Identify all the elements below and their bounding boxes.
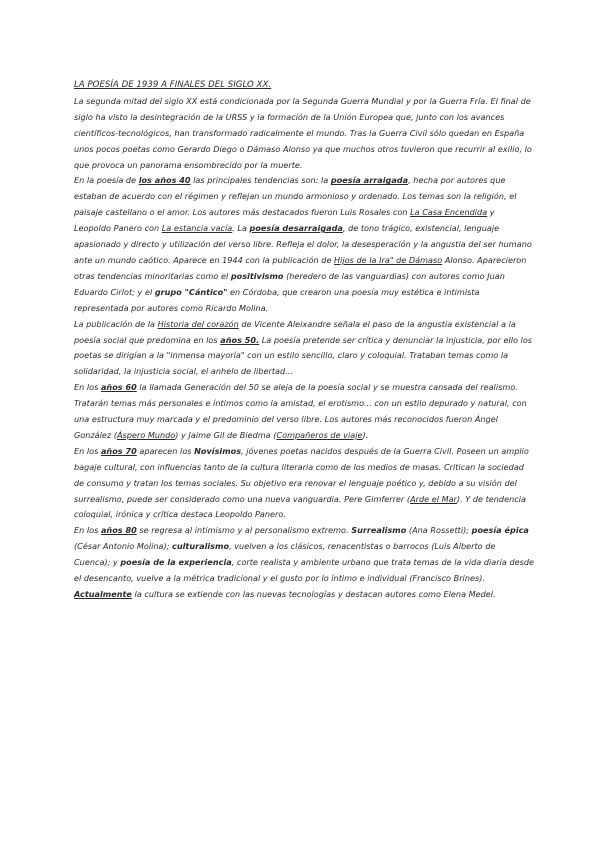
- text: en Córdoba, que crearon una poesía muy estética e intimista representada por autores como Ricardo Molina.: [74, 286, 480, 313]
- work-title: Hijos de la Ira" de Dámaso: [334, 254, 443, 265]
- text: (Ana Rossetti);: [406, 525, 472, 536]
- keyword-poesia-arraigada: poesía arraigada: [330, 175, 409, 186]
- text: se regresa al intimismo y al personalismo extremo.: [136, 525, 352, 536]
- text: (César Antonio Molina);: [74, 541, 173, 552]
- text: ).: [362, 429, 369, 440]
- text: , vuelven a los clásicos, renacentistas o barrocos (Luis Alberto de Cuenca); y: [74, 541, 496, 568]
- text: (heredero de las vanguardias) con autores como Juan Eduardo Cirlot; y el: [74, 270, 505, 297]
- text: aparecen los: [136, 445, 195, 456]
- keyword-culturalismo: culturalismo: [172, 541, 230, 552]
- page-title: LA POESÍA DE 1939 A FINALES DEL SIGLO XX.: [74, 80, 272, 90]
- keyword-poesia-experiencia: poesía de la experiencia: [120, 557, 232, 568]
- work-title: La estancia vacía: [161, 223, 233, 234]
- work-title: Compañeros de viaje: [276, 429, 363, 440]
- text: En los: [74, 525, 101, 536]
- paragraph-80s: [74, 523, 534, 587]
- paragraph-50s: [74, 317, 534, 381]
- keyword-surrealismo: Surrealismo: [351, 525, 407, 536]
- text: ). Y de tendencia coloquial, irónica y crítica destaca Leopoldo Panero.: [74, 493, 526, 520]
- document-body: [74, 78, 534, 603]
- work-title: Arde el Mar: [410, 493, 457, 504]
- paragraph-70s: [74, 444, 534, 524]
- text: La poesía pretende ser crítica y denunciar la injusticia, por ello los poetas se dirigían a la "inmensa mayoría" con un estilo sencillo, claro y coloquial. Trataban temas como la solidaridad, la injusticia social, el anhelo de libertad...: [74, 334, 533, 377]
- keyword-decade-80: años 80: [100, 525, 137, 536]
- keyword-decade-50: años 50.: [220, 334, 260, 345]
- keyword-actualmente: Actualmente: [74, 589, 132, 599]
- work-title: Áspero Mundo: [116, 429, 176, 440]
- paragraph-intro: La segunda mitad del siglo XX está condicionada por la Segunda Guerra Mundial y por la Guerra Fría. El final de siglo ha visto la desintegración de la URSS y la formación de la Unión Europea que, junto con los avances científicos-tecnológicos, han transformado radicalmente el mundo. Tras la Guerra Civil sólo quedan en España unos pocos poetas como Gerardo Diego o Dámaso Alonso ya que muchos otros tuvieron que recurrir al exilio, lo que provoca un panorama ensombrecido por la muerte.: [74, 95, 532, 170]
- work-title: Historia del corazón: [157, 318, 239, 329]
- keyword-poesia-desarraigada: poesía desarraigada: [249, 223, 343, 234]
- text: En los: [74, 382, 101, 393]
- text: , jóvenes poetas nacidos después de la Guerra Civil. Poseen un amplio bagaje cultural, con influencias tanto de la cultura literaria como de los medios de masas. Critican la sociedad de consumo y tratan los temas sociales. Su objetivo era renovar el lenguaje poético y, debido a su visión del surrealismo, puede ser considerado como una nueva vanguardia. Pere Gimferrer (: [74, 445, 529, 504]
- keyword-positivismo: positivismo: [230, 270, 284, 281]
- text: las principales tendencias son: la: [190, 175, 331, 186]
- work-title: La Casa Encendida: [410, 207, 488, 218]
- text: , corte realista y ambiente urbano que trata temas de la vida diaria desde el desencanto, vuelve a la métrica tradicional y el gusto por lo íntimo e individual (Francisco Brines).: [74, 557, 535, 584]
- keyword-decade-40: los años 40: [138, 175, 191, 186]
- paragraph-actualidad: [74, 587, 534, 603]
- text: , hecha por autores que estaban de acuerdo con el régimen y reflejan un mundo armonioso y ordenado. Los temas son la religión, el paisaje castellano o el amor. Los autores más destacados fueron Luis Rosales con: [74, 175, 517, 218]
- text: La publicación de la: [74, 318, 158, 329]
- keyword-novisimos: Novísimos: [194, 445, 242, 456]
- text: , de tono trágico, existencial, lenguaje apasionado y directo y utilización del verso libre. Refleja el dolor, la desesperación y la angustia del ser humano ante un mundo caótico. Aparece en 1944 con la publicación de: [74, 223, 532, 265]
- text: En los: [74, 445, 101, 456]
- paragraph-40s: [74, 173, 534, 316]
- keyword-poesia-epica: poesía épica: [471, 525, 529, 536]
- paragraph-60s: [74, 380, 534, 444]
- text: y Leopoldo Panero con: [74, 207, 495, 234]
- text: la llamada Generación del 50 se aleja de la poesía social y se muestra cansada del realismo. Tratarán temas más personales e íntimos como la amistad, el erotismo... con un estilo depurado y natural, con una estructura muy marcada y el predominio del verso libre. Los autores más reconocidos fueron Ángel González (: [74, 382, 527, 440]
- text: de Vicente Aleixandre señala el paso de la angustia existencial a la poesía social que predomina en los: [74, 318, 516, 345]
- text: En la poesía de: [74, 175, 139, 186]
- text: . La: [232, 223, 250, 234]
- text: ) y Jaime Gil de Biedma (: [175, 429, 277, 440]
- text: Alonso. Aparecieron otras tendencias minoritarias como el: [74, 254, 527, 281]
- keyword-decade-60: años 60: [100, 382, 137, 393]
- keyword-grupo-cantico: grupo "Cántico": [154, 286, 228, 297]
- keyword-decade-70: años 70: [100, 445, 137, 456]
- text: la cultura se extiende con las nuevas tecnologías y destacan autores como Elena Medel.: [131, 589, 496, 599]
